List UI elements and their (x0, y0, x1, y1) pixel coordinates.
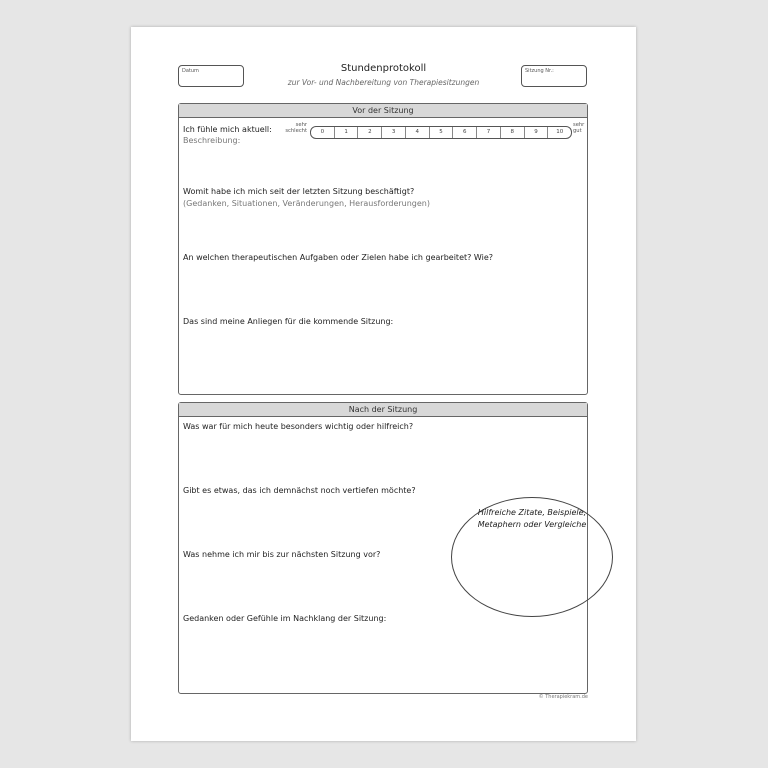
scale-option-6[interactable]: 6 (453, 127, 477, 138)
scale-option-0[interactable]: 0 (311, 127, 335, 138)
scale-option-7[interactable]: 7 (477, 127, 501, 138)
question-therapy-tasks: An welchen therapeutischen Aufgaben oder Zielen habe ich gearbeitet? Wie? (183, 253, 494, 262)
question-deepen: Gibt es etwas, das ich demnächst noch vertiefen möchte? (183, 486, 416, 495)
page-subtitle: zur Vor- und Nachbereitung von Therapiesitzungen (287, 78, 480, 87)
section-before-heading: Vor der Sitzung (179, 104, 587, 118)
section-before-session (178, 103, 588, 395)
question-next-plan: Was nehme ich mir bis zur nächsten Sitzung vor? (183, 550, 381, 559)
copyright-footer: © Therapiekram.de (538, 694, 588, 700)
scale-high-label: sehr gut (573, 122, 585, 134)
section-after-heading: Nach der Sitzung (179, 403, 587, 417)
question-concerns: Das sind meine Anliegen für die kommende Sitzung: (183, 317, 394, 326)
date-label: Datum (182, 68, 199, 74)
scale-option-9[interactable]: 9 (525, 127, 549, 138)
question-important: Was war für mich heute besonders wichtig oder hilfreich? (183, 422, 414, 431)
question-afterthoughts: Gedanken oder Gefühle im Nachklang der Sitzung: (183, 614, 387, 623)
scale-option-4[interactable]: 4 (406, 127, 430, 138)
question-recent-topics: Womit habe ich mich seit der letzten Sitzung beschäftigt? (183, 187, 415, 196)
quotes-bubble (451, 497, 613, 617)
scale-option-10[interactable]: 10 (556, 129, 564, 135)
description-label: Beschreibung: (183, 136, 241, 145)
scale-option-2[interactable]: 2 (358, 127, 382, 138)
scale-option-3[interactable]: 3 (382, 127, 406, 138)
scale-option-5[interactable]: 5 (430, 127, 454, 138)
mood-scale[interactable] (310, 126, 572, 139)
quotes-bubble-text: Hilfreiche Zitate, Beispiele, Metaphern oder Vergleiche (477, 508, 587, 529)
scale-low-label: sehr schlecht (285, 122, 307, 134)
worksheet-page (131, 27, 636, 741)
session-number-field[interactable] (521, 65, 587, 87)
question-recent-topics-hint: (Gedanken, Situationen, Veränderungen, Herausforderungen) (183, 199, 430, 208)
session-number-label: Sitzung Nr.: (525, 68, 554, 74)
scale-option-1[interactable]: 1 (335, 127, 359, 138)
page-title: Stundenprotokoll (340, 63, 427, 74)
feeling-label: Ich fühle mich aktuell: (183, 125, 272, 134)
scale-option-8[interactable]: 8 (501, 127, 525, 138)
